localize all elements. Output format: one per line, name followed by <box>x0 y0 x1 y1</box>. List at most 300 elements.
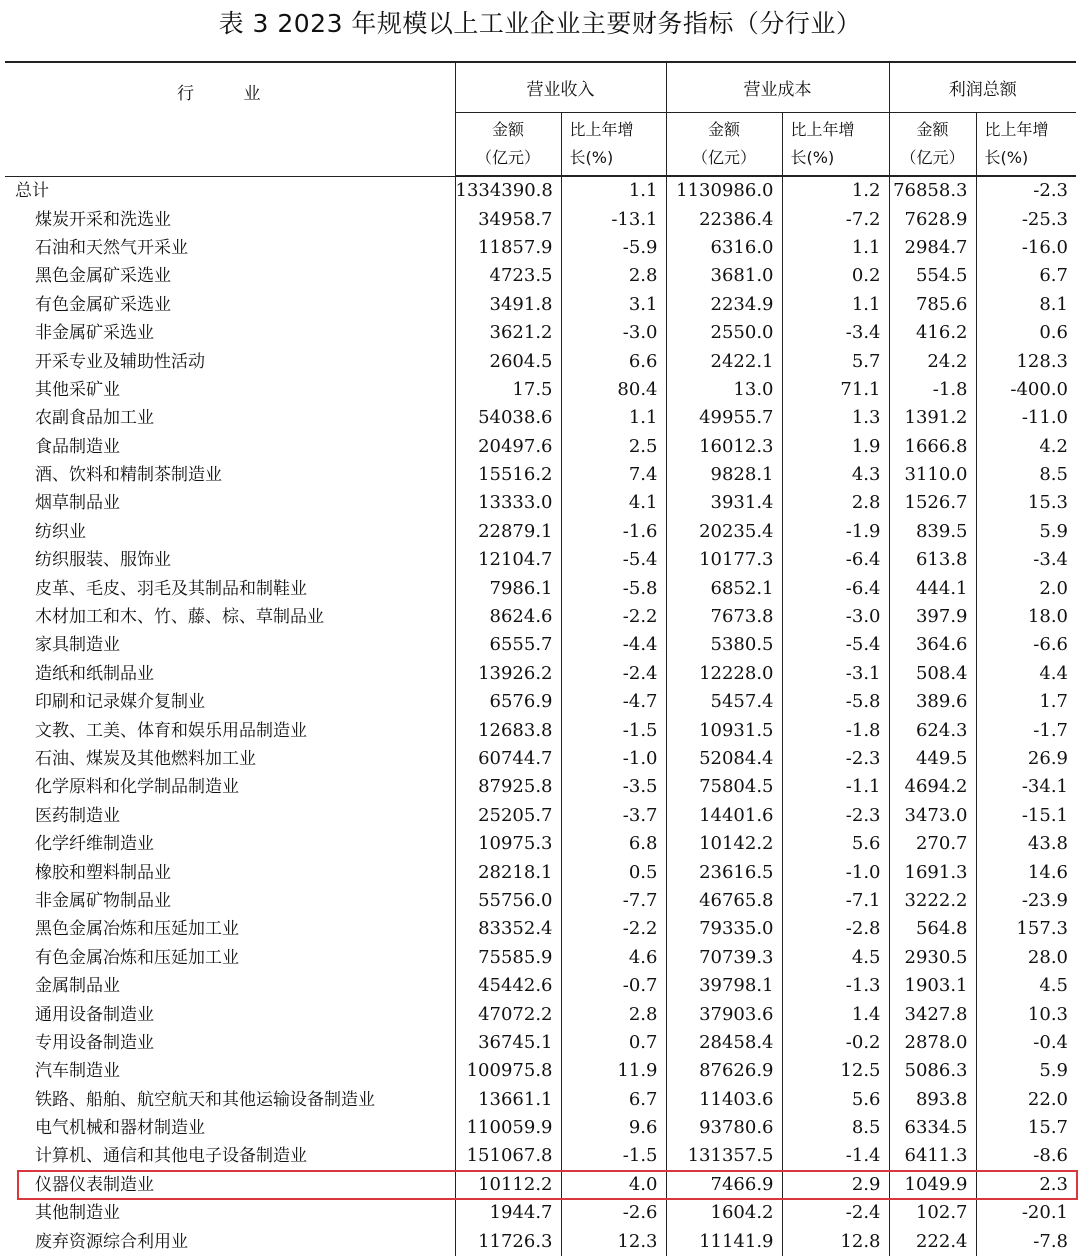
revenue-amount: 10112.2 <box>455 1171 561 1199</box>
table-row <box>5 1142 1076 1170</box>
cost-amount: 16012.3 <box>666 433 782 461</box>
profit-amount: 1391.2 <box>889 404 976 432</box>
cost-growth: 1.3 <box>782 404 889 432</box>
cost-growth: 0.2 <box>782 262 889 290</box>
revenue-amount: 3491.8 <box>455 291 561 319</box>
cost-growth: 4.3 <box>782 461 889 489</box>
profit-amount: 416.2 <box>889 319 976 347</box>
cost-amount: 87626.9 <box>666 1057 782 1085</box>
revenue-amount: 11857.9 <box>455 234 561 262</box>
cost-growth: -2.3 <box>782 745 889 773</box>
table-row <box>5 631 1076 659</box>
industry-name: 非金属矿采选业 <box>35 323 154 344</box>
cost-growth: 5.6 <box>782 830 889 858</box>
industry-name: 纺织服装、服饰业 <box>35 550 171 571</box>
table-row <box>5 176 1076 205</box>
growth-subheader-line1: 比上年增 <box>790 120 855 139</box>
industry-name: 农副食品加工业 <box>35 408 154 429</box>
profit-group-header: 利润总额 <box>889 62 1076 113</box>
cost-growth: 5.6 <box>782 1086 889 1114</box>
cost-amount: 2550.0 <box>666 319 782 347</box>
profit-amount: 4694.2 <box>889 773 976 801</box>
revenue-growth: -3.0 <box>561 319 666 347</box>
profit-amount: 3110.0 <box>889 461 976 489</box>
revenue-amount: 11726.3 <box>455 1227 561 1255</box>
growth-subheader-line2: 长(%) <box>984 148 1029 167</box>
profit-amount: 1666.8 <box>889 433 976 461</box>
profit-growth: 4.2 <box>976 433 1076 461</box>
revenue-amount: 13661.1 <box>455 1086 561 1114</box>
industry-name: 其他采矿业 <box>35 379 120 400</box>
profit-growth: -20.1 <box>976 1199 1076 1227</box>
cost-amount: 3931.4 <box>666 489 782 517</box>
industry-name: 印刷和记录媒介复制业 <box>35 692 205 713</box>
revenue-growth: 2.8 <box>561 262 666 290</box>
profit-growth: -3.4 <box>976 546 1076 574</box>
revenue-amount: 12104.7 <box>455 546 561 574</box>
revenue-amount: 8624.6 <box>455 603 561 631</box>
amount-subheader-line2: （亿元） <box>691 148 756 167</box>
amount-subheader-line2: （亿元） <box>475 148 540 167</box>
profit-amount: 893.8 <box>889 1086 976 1114</box>
table-row <box>5 716 1076 744</box>
table-row <box>5 347 1076 375</box>
revenue-growth: -3.7 <box>561 802 666 830</box>
table-row <box>5 574 1076 602</box>
amount-subheader-line1: 金额 <box>491 120 524 139</box>
profit-amount: 6411.3 <box>889 1142 976 1170</box>
cost-amount: 3681.0 <box>666 262 782 290</box>
industry-name: 造纸和纸制品业 <box>35 663 154 684</box>
industry-name: 电气机械和器材制造业 <box>35 1118 205 1139</box>
revenue-growth: 2.8 <box>561 1000 666 1028</box>
amount-subheader <box>455 113 561 177</box>
industry-name: 石油、煤炭及其他燃料加工业 <box>35 749 256 769</box>
table-row <box>5 915 1076 943</box>
profit-amount: 2930.5 <box>889 944 976 972</box>
industry-name: 计算机、通信和其他电子设备制造业 <box>35 1146 307 1167</box>
profit-amount: 564.8 <box>889 915 976 943</box>
revenue-growth: 4.0 <box>561 1171 666 1199</box>
profit-growth: 4.5 <box>976 972 1076 1000</box>
revenue-amount: 2604.5 <box>455 347 561 375</box>
revenue-growth: -4.7 <box>561 688 666 716</box>
profit-growth: 18.0 <box>976 603 1076 631</box>
cost-amount: 10142.2 <box>666 830 782 858</box>
profit-amount: 1691.3 <box>889 858 976 886</box>
profit-growth: 14.6 <box>976 858 1076 886</box>
profit-amount: 389.6 <box>889 688 976 716</box>
profit-amount: 444.1 <box>889 574 976 602</box>
amount-subheader-line1: 金额 <box>916 120 949 139</box>
revenue-amount: 6555.7 <box>455 631 561 659</box>
profit-growth: 4.4 <box>976 660 1076 688</box>
revenue-amount: 83352.4 <box>455 915 561 943</box>
revenue-growth: -2.6 <box>561 1199 666 1227</box>
cost-growth: 12.5 <box>782 1057 889 1085</box>
revenue-amount: 55756.0 <box>455 887 561 915</box>
table-row <box>5 291 1076 319</box>
industry-name: 食品制造业 <box>35 436 120 457</box>
industry-name: 医药制造业 <box>35 805 120 826</box>
profit-amount: 5086.3 <box>889 1057 976 1085</box>
profit-amount: 613.8 <box>889 546 976 574</box>
profit-growth: -34.1 <box>976 773 1076 801</box>
industry-header: 行 业 <box>5 62 455 176</box>
table-row <box>5 461 1076 489</box>
table-row <box>5 1057 1076 1085</box>
cost-amount: 1130986.0 <box>666 176 782 205</box>
growth-subheader <box>976 113 1076 177</box>
profit-growth: 26.9 <box>976 745 1076 773</box>
profit-amount: 785.6 <box>889 291 976 319</box>
revenue-amount: 15516.2 <box>455 461 561 489</box>
table-row <box>5 1227 1076 1255</box>
profit-amount: 3222.2 <box>889 887 976 915</box>
revenue-growth: 9.6 <box>561 1114 666 1142</box>
cost-amount: 1604.2 <box>666 1199 782 1227</box>
industry-name: 仪器仪表制造业 <box>35 1174 154 1195</box>
cost-growth: -6.4 <box>782 574 889 602</box>
industry-name: 黑色金属矿采选业 <box>35 266 171 287</box>
revenue-growth: 80.4 <box>561 376 666 404</box>
industry-name: 其他制造业 <box>35 1203 120 1224</box>
revenue-amount: 87925.8 <box>455 773 561 801</box>
profit-amount: 270.7 <box>889 830 976 858</box>
profit-growth: 10.3 <box>976 1000 1076 1028</box>
table-row <box>5 404 1076 432</box>
industry-name: 烟草制品业 <box>35 493 120 514</box>
profit-growth: 1.7 <box>976 688 1076 716</box>
table-row-highlighted <box>5 1171 1076 1199</box>
revenue-growth: 4.6 <box>561 944 666 972</box>
table-row <box>5 773 1076 801</box>
profit-growth: -7.8 <box>976 1227 1076 1255</box>
industry-name: 煤炭开采和洗选业 <box>35 209 171 230</box>
industry-name: 铁路、船舶、航空航天和其他运输设备制造业 <box>35 1089 375 1110</box>
industry-name: 汽车制造业 <box>35 1061 120 1082</box>
cost-growth: -1.4 <box>782 1142 889 1170</box>
profit-amount: 6334.5 <box>889 1114 976 1142</box>
industry-name: 非金属矿物制品业 <box>35 890 171 911</box>
revenue-growth: -13.1 <box>561 205 666 233</box>
profit-growth: -25.3 <box>976 205 1076 233</box>
cost-growth: -2.8 <box>782 915 889 943</box>
cost-growth: 71.1 <box>782 376 889 404</box>
profit-amount: 508.4 <box>889 660 976 688</box>
revenue-growth: -5.4 <box>561 546 666 574</box>
revenue-growth: 11.9 <box>561 1057 666 1085</box>
cost-growth: 4.5 <box>782 944 889 972</box>
cost-amount: 37903.6 <box>666 1000 782 1028</box>
profit-amount: 7628.9 <box>889 205 976 233</box>
industry-name: 酒、饮料和精制茶制造业 <box>35 465 222 486</box>
profit-growth: 157.3 <box>976 915 1076 943</box>
industry-name: 废弃资源综合利用业 <box>35 1231 188 1252</box>
profit-growth: 15.7 <box>976 1114 1076 1142</box>
cost-amount: 7673.8 <box>666 603 782 631</box>
revenue-growth: -1.5 <box>561 716 666 744</box>
profit-growth: -400.0 <box>976 376 1076 404</box>
profit-growth: 2.0 <box>976 574 1076 602</box>
industry-name: 家具制造业 <box>35 635 120 656</box>
industry-name: 有色金属矿采选业 <box>35 294 171 315</box>
revenue-growth: -2.4 <box>561 660 666 688</box>
cost-growth: 1.9 <box>782 433 889 461</box>
revenue-amount: 25205.7 <box>455 802 561 830</box>
cost-amount: 93780.6 <box>666 1114 782 1142</box>
profit-amount: 554.5 <box>889 262 976 290</box>
cost-growth: 2.9 <box>782 1171 889 1199</box>
cost-growth: -3.4 <box>782 319 889 347</box>
amount-subheader <box>666 113 782 177</box>
financial-indicators-table <box>5 61 1076 1256</box>
revenue-group-header: 营业收入 <box>455 62 666 113</box>
growth-subheader-line2: 长(%) <box>569 148 614 167</box>
industry-name: 通用设备制造业 <box>35 1004 154 1025</box>
revenue-amount: 28218.1 <box>455 858 561 886</box>
table-row <box>5 546 1076 574</box>
amount-subheader <box>889 113 976 177</box>
revenue-growth: -1.6 <box>561 518 666 546</box>
cost-amount: 5380.5 <box>666 631 782 659</box>
revenue-amount: 20497.6 <box>455 433 561 461</box>
profit-growth: 43.8 <box>976 830 1076 858</box>
cost-growth: -1.8 <box>782 716 889 744</box>
profit-growth: 22.0 <box>976 1086 1076 1114</box>
table-row <box>5 433 1076 461</box>
cost-growth: -1.9 <box>782 518 889 546</box>
revenue-growth: -3.5 <box>561 773 666 801</box>
industry-name: 开采专业及辅助性活动 <box>35 351 205 372</box>
revenue-amount: 17.5 <box>455 376 561 404</box>
revenue-growth: 4.1 <box>561 489 666 517</box>
profit-amount: 364.6 <box>889 631 976 659</box>
growth-subheader-line1: 比上年增 <box>569 120 634 139</box>
revenue-amount: 100975.8 <box>455 1057 561 1085</box>
industry-name: 化学原料和化学制品制造业 <box>35 777 239 798</box>
industry-name: 总计 <box>15 180 49 201</box>
table-row <box>5 1029 1076 1057</box>
revenue-growth: -4.4 <box>561 631 666 659</box>
revenue-growth: 1.1 <box>561 176 666 205</box>
revenue-growth: 0.7 <box>561 1029 666 1057</box>
profit-amount: 839.5 <box>889 518 976 546</box>
table-row <box>5 319 1076 347</box>
table-row <box>5 262 1076 290</box>
industry-name: 化学纤维制造业 <box>35 834 154 855</box>
table-row <box>5 1000 1076 1028</box>
cost-amount: 39798.1 <box>666 972 782 1000</box>
cost-growth: -2.3 <box>782 802 889 830</box>
table-row <box>5 887 1076 915</box>
profit-growth: 2.3 <box>976 1171 1076 1199</box>
revenue-amount: 3621.2 <box>455 319 561 347</box>
cost-amount: 131357.5 <box>666 1142 782 1170</box>
cost-amount: 23616.5 <box>666 858 782 886</box>
revenue-growth: 3.1 <box>561 291 666 319</box>
industry-name: 木材加工和木、竹、藤、棕、草制品业 <box>35 607 324 628</box>
cost-amount: 5457.4 <box>666 688 782 716</box>
revenue-growth: 6.6 <box>561 347 666 375</box>
industry-name: 黑色金属冶炼和压延加工业 <box>35 919 239 940</box>
table-row <box>5 660 1076 688</box>
table-row <box>5 972 1076 1000</box>
table-row <box>5 1086 1076 1114</box>
cost-amount: 79335.0 <box>666 915 782 943</box>
cost-amount: 20235.4 <box>666 518 782 546</box>
profit-amount: 1526.7 <box>889 489 976 517</box>
revenue-amount: 36745.1 <box>455 1029 561 1057</box>
profit-growth: -0.4 <box>976 1029 1076 1057</box>
amount-subheader-line2: （亿元） <box>900 148 965 167</box>
profit-amount: 3427.8 <box>889 1000 976 1028</box>
revenue-growth: -0.7 <box>561 972 666 1000</box>
cost-amount: 2234.9 <box>666 291 782 319</box>
cost-growth: 1.1 <box>782 291 889 319</box>
profit-amount: -1.8 <box>889 376 976 404</box>
revenue-growth: -5.9 <box>561 234 666 262</box>
cost-growth: -3.1 <box>782 660 889 688</box>
table-row <box>5 1199 1076 1227</box>
revenue-growth: -2.2 <box>561 915 666 943</box>
industry-name: 石油和天然气开采业 <box>35 237 188 258</box>
revenue-amount: 6576.9 <box>455 688 561 716</box>
cost-growth: 2.8 <box>782 489 889 517</box>
revenue-growth: 6.8 <box>561 830 666 858</box>
table-row <box>5 944 1076 972</box>
cost-growth: -1.1 <box>782 773 889 801</box>
table-row <box>5 603 1076 631</box>
cost-growth: -7.1 <box>782 887 889 915</box>
profit-growth: 128.3 <box>976 347 1076 375</box>
table-row <box>5 489 1076 517</box>
cost-amount: 14401.6 <box>666 802 782 830</box>
cost-amount: 52084.4 <box>666 745 782 773</box>
profit-amount: 3473.0 <box>889 802 976 830</box>
industry-name: 纺织业 <box>35 521 86 542</box>
cost-amount: 10177.3 <box>666 546 782 574</box>
cost-amount: 11141.9 <box>666 1227 782 1255</box>
industry-name: 金属制品业 <box>35 976 120 997</box>
cost-growth: 12.8 <box>782 1227 889 1255</box>
revenue-amount: 7986.1 <box>455 574 561 602</box>
revenue-growth: 0.5 <box>561 858 666 886</box>
cost-growth: -2.4 <box>782 1199 889 1227</box>
table-row <box>5 745 1076 773</box>
cost-growth: 1.2 <box>782 176 889 205</box>
profit-amount: 624.3 <box>889 716 976 744</box>
revenue-growth: 6.7 <box>561 1086 666 1114</box>
profit-amount: 2878.0 <box>889 1029 976 1057</box>
cost-growth: -1.3 <box>782 972 889 1000</box>
revenue-growth: -5.8 <box>561 574 666 602</box>
amount-subheader-line1: 金额 <box>707 120 740 139</box>
cost-amount: 7466.9 <box>666 1171 782 1199</box>
industry-name: 橡胶和塑料制品业 <box>35 862 171 883</box>
revenue-amount: 75585.9 <box>455 944 561 972</box>
profit-growth: 8.1 <box>976 291 1076 319</box>
table-row <box>5 518 1076 546</box>
cost-growth: -7.2 <box>782 205 889 233</box>
profit-growth: 5.9 <box>976 1057 1076 1085</box>
profit-amount: 2984.7 <box>889 234 976 262</box>
profit-growth: -6.6 <box>976 631 1076 659</box>
revenue-amount: 60744.7 <box>455 745 561 773</box>
revenue-amount: 13333.0 <box>455 489 561 517</box>
cost-growth: -3.0 <box>782 603 889 631</box>
cost-growth: 1.1 <box>782 234 889 262</box>
revenue-growth: 12.3 <box>561 1227 666 1255</box>
profit-amount: 449.5 <box>889 745 976 773</box>
industry-name: 文教、工美、体育和娱乐用品制造业 <box>35 720 307 741</box>
revenue-amount: 54038.6 <box>455 404 561 432</box>
cost-group-header: 营业成本 <box>666 62 889 113</box>
profit-growth: -23.9 <box>976 887 1076 915</box>
cost-growth: -5.8 <box>782 688 889 716</box>
revenue-amount: 12683.8 <box>455 716 561 744</box>
profit-growth: -15.1 <box>976 802 1076 830</box>
cost-amount: 12228.0 <box>666 660 782 688</box>
table-row <box>5 830 1076 858</box>
revenue-amount: 13926.2 <box>455 660 561 688</box>
profit-growth: 28.0 <box>976 944 1076 972</box>
industry-name: 皮革、毛皮、羽毛及其制品和制鞋业 <box>35 578 307 599</box>
profit-growth: 0.6 <box>976 319 1076 347</box>
table-row <box>5 1114 1076 1142</box>
revenue-amount: 1944.7 <box>455 1199 561 1227</box>
profit-amount: 76858.3 <box>889 176 976 205</box>
revenue-amount: 45442.6 <box>455 972 561 1000</box>
revenue-growth: -7.7 <box>561 887 666 915</box>
table-row <box>5 234 1076 262</box>
industry-name: 有色金属冶炼和压延加工业 <box>35 947 239 968</box>
revenue-amount: 110059.9 <box>455 1114 561 1142</box>
table-row <box>5 688 1076 716</box>
cost-amount: 6316.0 <box>666 234 782 262</box>
table-row <box>5 376 1076 404</box>
profit-growth: -16.0 <box>976 234 1076 262</box>
cost-growth: -6.4 <box>782 546 889 574</box>
revenue-growth: -1.5 <box>561 1142 666 1170</box>
cost-amount: 2422.1 <box>666 347 782 375</box>
cost-amount: 9828.1 <box>666 461 782 489</box>
cost-amount: 46765.8 <box>666 887 782 915</box>
profit-growth: -1.7 <box>976 716 1076 744</box>
revenue-amount: 1334390.8 <box>455 176 561 205</box>
revenue-amount: 34958.7 <box>455 205 561 233</box>
revenue-amount: 47072.2 <box>455 1000 561 1028</box>
cost-amount: 11403.6 <box>666 1086 782 1114</box>
profit-amount: 397.9 <box>889 603 976 631</box>
revenue-growth: 7.4 <box>561 461 666 489</box>
table-title: 表 3 2023 年规模以上工业企业主要财务指标（分行业） <box>218 9 862 38</box>
profit-amount: 24.2 <box>889 347 976 375</box>
profit-growth: 6.7 <box>976 262 1076 290</box>
revenue-amount: 22879.1 <box>455 518 561 546</box>
cost-growth: -5.4 <box>782 631 889 659</box>
cost-growth: 8.5 <box>782 1114 889 1142</box>
cost-amount: 10931.5 <box>666 716 782 744</box>
growth-subheader <box>561 113 666 177</box>
cost-amount: 49955.7 <box>666 404 782 432</box>
cost-growth: -0.2 <box>782 1029 889 1057</box>
table-row <box>5 802 1076 830</box>
cost-amount: 28458.4 <box>666 1029 782 1057</box>
profit-growth: -11.0 <box>976 404 1076 432</box>
profit-amount: 102.7 <box>889 1199 976 1227</box>
profit-growth: 15.3 <box>976 489 1076 517</box>
